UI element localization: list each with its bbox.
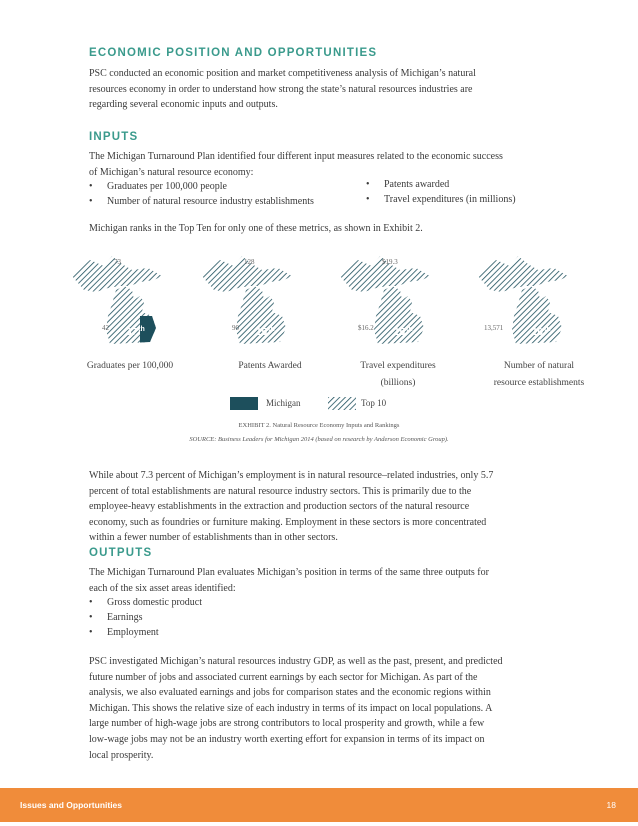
rank-badge bbox=[532, 326, 551, 338]
text-line: regarding several economic inputs and outputs. bbox=[89, 99, 278, 111]
bullet-text: Number of natural resource industry establishments bbox=[107, 196, 314, 207]
top10-hatch-shape bbox=[478, 256, 568, 292]
text-line: within a fewer number of establishments than in other sectors. bbox=[89, 532, 338, 544]
map-label-establishments bbox=[476, 358, 602, 392]
top10-value: 128 bbox=[244, 258, 255, 266]
rank-number: 10 bbox=[532, 327, 544, 338]
label-line: Patents Awarded bbox=[238, 361, 302, 371]
bullet-item bbox=[89, 626, 159, 640]
rank-number: 15 bbox=[256, 327, 268, 338]
bullet-text: Travel expenditures (in millions) bbox=[384, 194, 516, 205]
bullet-symbol: • bbox=[89, 627, 93, 638]
bullet-item bbox=[89, 180, 227, 194]
text-line: Michigan. This shows the relative size of each industry in terms of its impact on local populations. A bbox=[89, 702, 493, 714]
rank-suffix: th bbox=[268, 326, 275, 333]
text-line: economy, such as foundries or furniture making. Employment in these sectors is more concentrated bbox=[89, 516, 487, 528]
bullet-symbol: • bbox=[89, 612, 93, 623]
michigan-value: 90 bbox=[232, 324, 239, 332]
michigan-value: 13,571 bbox=[484, 324, 504, 332]
top10-value: 73 bbox=[114, 258, 121, 266]
employment-paragraph bbox=[89, 468, 549, 546]
bullet-symbol: • bbox=[89, 597, 93, 608]
text-line: The Michigan Turnaround Plan identified four different input measures related to the economic success bbox=[89, 151, 503, 162]
michigan-value: $16.2 bbox=[358, 324, 374, 332]
map-label-patents bbox=[210, 358, 330, 375]
text-line: PSC conducted an economic position and market competitiveness analysis of Michigan’s natural bbox=[89, 68, 476, 79]
bullet-item bbox=[89, 195, 314, 209]
text-line: employee-heavy establishments in the extraction and production sectors of the natural resource bbox=[89, 501, 470, 513]
michigan-map bbox=[340, 256, 430, 344]
michigan-map bbox=[202, 256, 292, 344]
text-line: PSC investigated Michigan’s natural resources industry GDP, as well as the past, present, and predicted bbox=[89, 656, 503, 667]
michigan-value: 42 bbox=[102, 324, 109, 332]
section-heading-economic: ECONOMIC POSITION AND OPPORTUNITIES bbox=[89, 47, 378, 59]
section-heading-outputs: OUTPUTS bbox=[89, 547, 153, 559]
inputs-paragraph bbox=[89, 149, 549, 180]
michigan-map bbox=[72, 256, 162, 344]
label-line: Number of natural bbox=[503, 361, 575, 371]
bullet-text: Employment bbox=[107, 627, 159, 638]
bullet-symbol: • bbox=[366, 179, 370, 190]
section-heading-inputs: INPUTS bbox=[89, 131, 139, 143]
map-label-travel bbox=[338, 358, 458, 392]
footer-section-title: Issues and Opportunities bbox=[20, 800, 123, 810]
legend-top10-label: Top 10 bbox=[361, 398, 387, 408]
label-line: Travel expenditures bbox=[360, 361, 436, 371]
bullet-text: Gross domestic product bbox=[107, 597, 202, 608]
rank-badge bbox=[256, 326, 275, 338]
bullet-item bbox=[89, 611, 143, 625]
bullet-item bbox=[366, 178, 449, 192]
text-line: of Michigan’s natural resource economy: bbox=[89, 166, 254, 178]
ranks-paragraph: Michigan ranks in the Top Ten for only one of these metrics, as shown in Exhibit 2. bbox=[89, 223, 423, 234]
text-line: While about 7.3 percent of Michigan’s employment is in natural resource–related industries, only 5.7 bbox=[89, 470, 494, 481]
rank-suffix: th bbox=[544, 326, 551, 333]
bullet-item bbox=[89, 596, 202, 610]
text-line: resources economy in order to understand how strong the state’s natural resources industries are bbox=[89, 83, 473, 95]
rank-number: 15 bbox=[394, 327, 406, 338]
text-line: future number of jobs and associated current earnings by each sector for Michigan. As part of the bbox=[89, 671, 478, 683]
page-footer bbox=[0, 788, 638, 822]
footer-page-number: 18 bbox=[606, 800, 616, 810]
bullet-text: Patents awarded bbox=[384, 179, 450, 190]
text-line: each of the six asset areas identified: bbox=[89, 582, 236, 594]
top10-value: $19.3 bbox=[382, 258, 398, 266]
label-line: Graduates per 100,000 bbox=[86, 361, 174, 371]
text-line: percent of total establishments are natural resource industry sectors. This is primarily due to the bbox=[89, 485, 472, 497]
text-line: large number of high-wage jobs are strong contributors to local prosperity and growth, while a few bbox=[89, 718, 485, 730]
rank-badge bbox=[394, 326, 413, 338]
rank-number: 37 bbox=[126, 327, 138, 338]
outputs-paragraph bbox=[89, 565, 549, 596]
label-line: (billions) bbox=[380, 378, 416, 388]
text-line: local prosperity. bbox=[89, 749, 154, 761]
economic-paragraph bbox=[89, 66, 549, 113]
text-line: analysis, we also evaluated earnings and jobs for comparison states and the economic regions within bbox=[89, 687, 491, 699]
legend-michigan-label: Michigan bbox=[266, 398, 301, 408]
bullet-symbol: • bbox=[366, 194, 370, 205]
legend-top10-swatch bbox=[328, 397, 356, 410]
rank-badge bbox=[126, 326, 145, 338]
exhibit-caption: EXHIBIT 2. Natural Resource Economy Inputs and Rankings bbox=[238, 422, 400, 429]
exhibit-source: SOURCE: Business Leaders for Michigan 2014 (based on research by Anderson Economic Group). bbox=[189, 436, 449, 443]
rank-suffix: th bbox=[406, 326, 413, 333]
label-line: resource establishments bbox=[493, 378, 585, 388]
bullet-text: Earnings bbox=[107, 612, 143, 623]
text-line: The Michigan Turnaround Plan evaluates Michigan’s position in terms of the same three outputs for bbox=[89, 567, 489, 578]
bullet-text: Graduates per 100,000 people bbox=[107, 181, 227, 192]
bullet-symbol: • bbox=[89, 196, 93, 207]
rank-suffix: th bbox=[138, 326, 145, 333]
bullet-item bbox=[366, 193, 516, 207]
legend-michigan-swatch bbox=[230, 397, 258, 410]
gdp-paragraph bbox=[89, 654, 549, 763]
text-line: low-wage jobs may not be an industry worth exerting effort for expansion in terms of its impact on bbox=[89, 733, 485, 745]
map-label-graduates bbox=[70, 358, 190, 375]
bullet-symbol: • bbox=[89, 181, 93, 192]
